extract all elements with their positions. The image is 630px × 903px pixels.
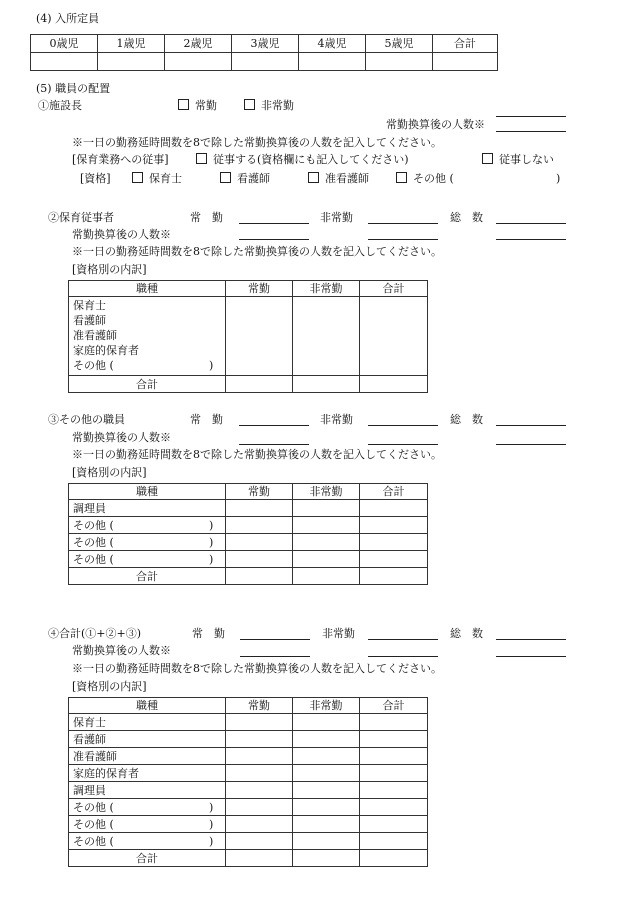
- close-paren: ): [209, 817, 214, 831]
- other-parttime-line[interactable]: [368, 425, 438, 426]
- nursery-conversion-label: 常勤換算後の人数※: [72, 228, 171, 241]
- qualification-option-other[interactable]: [396, 172, 454, 185]
- table-cell[interactable]: [226, 517, 293, 534]
- col-sum: 合計: [360, 698, 428, 714]
- capacity-header-total: 合計: [433, 35, 498, 53]
- director-duty-yes-label: 従事する(資格欄にも記入してください): [213, 153, 409, 166]
- grand-job-other-row: [69, 833, 226, 850]
- checkbox-icon[interactable]: [308, 172, 319, 183]
- grand-conversion-parttime-line[interactable]: [368, 656, 438, 657]
- checkbox-icon[interactable]: [196, 153, 207, 164]
- capacity-header-age1: 1歳児: [98, 35, 165, 53]
- other-job-other-3: [69, 551, 226, 568]
- table-cell[interactable]: [226, 799, 293, 816]
- capacity-input-age4[interactable]: [299, 53, 366, 71]
- grand-fulltime-label: 常 勤: [192, 627, 225, 640]
- table-cell[interactable]: [226, 731, 293, 748]
- table-cell[interactable]: [293, 731, 360, 748]
- qualification-other-close: ): [556, 172, 561, 185]
- capacity-input-age1[interactable]: [98, 53, 165, 71]
- table-cell[interactable]: [360, 500, 428, 517]
- grand-job-row: 准看護師: [69, 748, 226, 765]
- qualification-option-nurse[interactable]: [220, 172, 270, 185]
- other-conversion-parttime-line[interactable]: [368, 444, 438, 445]
- other-job-other-2: [69, 534, 226, 551]
- table-cell[interactable]: [293, 748, 360, 765]
- director-qualification-label: [資格]: [80, 172, 111, 185]
- checkbox-icon[interactable]: [220, 172, 231, 183]
- grand-note: ※一日の勤務延時間数を8で除した常勤換算後の人数を記入してください。: [72, 662, 442, 675]
- table-cell[interactable]: [226, 833, 293, 850]
- nursery-parttime-cell[interactable]: [293, 297, 360, 376]
- nursery-fulltime-line[interactable]: [239, 223, 309, 224]
- checkbox-icon[interactable]: [396, 172, 407, 183]
- grand-fulltime-line[interactable]: [240, 639, 310, 640]
- grand-job-row: 調理員: [69, 782, 226, 799]
- capacity-header-age4: 4歳児: [299, 35, 366, 53]
- table-cell[interactable]: [226, 748, 293, 765]
- table-cell[interactable]: [226, 551, 293, 568]
- table-cell[interactable]: [360, 799, 428, 816]
- table-cell[interactable]: [293, 714, 360, 731]
- nursery-parttime-label: 非常勤: [320, 211, 353, 224]
- table-cell[interactable]: [293, 517, 360, 534]
- director-duty-label: [保育業務への従事]: [72, 153, 169, 166]
- job-label: 看護師: [73, 314, 106, 327]
- nursery-sum-cell[interactable]: [360, 297, 428, 376]
- table-cell[interactable]: [293, 765, 360, 782]
- capacity-header-age5: 5歳児: [366, 35, 433, 53]
- close-paren: ): [209, 834, 214, 848]
- other-row-sum: 合計: [69, 568, 226, 585]
- qualification-option-label: 保育士: [149, 172, 182, 185]
- close-paren: ): [209, 518, 214, 532]
- other-total-label: 総 数: [450, 413, 483, 426]
- other-fulltime-label: 常 勤: [190, 413, 223, 426]
- other-parttime-label: 非常勤: [320, 413, 353, 426]
- job-label: その他 (: [73, 834, 114, 848]
- table-cell[interactable]: [293, 551, 360, 568]
- other-fulltime-line[interactable]: [239, 425, 309, 426]
- close-paren: ): [209, 800, 214, 814]
- other-conversion-label: 常勤換算後の人数※: [72, 431, 171, 444]
- grand-row-sum: 合計: [69, 850, 226, 867]
- nursery-sum-fulltime-cell[interactable]: [226, 376, 293, 393]
- grand-conversion-fulltime-line[interactable]: [240, 656, 310, 657]
- director-parttime-label: 非常勤: [261, 99, 294, 112]
- grand-job-row: 保育士: [69, 714, 226, 731]
- table-cell[interactable]: [360, 816, 428, 833]
- col-sum: 合計: [360, 281, 428, 297]
- col-job: 職種: [69, 698, 226, 714]
- grand-job-other-row: [69, 816, 226, 833]
- qualification-option-label: その他 (: [413, 172, 454, 185]
- col-fulltime: 常勤: [226, 484, 293, 500]
- director-fulltime-option[interactable]: [178, 99, 217, 112]
- checkbox-icon[interactable]: [244, 99, 255, 110]
- director-fulltime-label: 常勤: [195, 99, 217, 112]
- director-label: ①施設長: [38, 99, 82, 112]
- other-breakdown-label: [資格別の内訳]: [72, 466, 147, 479]
- job-label: その他 (: [73, 800, 114, 814]
- table-cell[interactable]: [293, 782, 360, 799]
- grand-parttime-label: 非常勤: [322, 627, 355, 640]
- table-cell[interactable]: [360, 833, 428, 850]
- qualification-option-nurse-teacher[interactable]: [132, 172, 182, 185]
- table-cell[interactable]: [293, 833, 360, 850]
- checkbox-icon[interactable]: [178, 99, 189, 110]
- table-cell[interactable]: [360, 765, 428, 782]
- qualification-option-assistant-nurse[interactable]: [308, 172, 369, 185]
- nursery-fulltime-cell[interactable]: [226, 297, 293, 376]
- nursery-sum-parttime-cell[interactable]: [293, 376, 360, 393]
- nursery-breakdown-label: [資格別の内訳]: [72, 263, 147, 276]
- table-cell[interactable]: [360, 517, 428, 534]
- checkbox-icon[interactable]: [482, 153, 493, 164]
- table-cell[interactable]: [360, 782, 428, 799]
- job-label: その他 (: [73, 518, 114, 532]
- table-cell[interactable]: [293, 534, 360, 551]
- nursery-fulltime-label: 常 勤: [190, 211, 223, 224]
- table-cell[interactable]: [293, 568, 360, 585]
- nursery-sum-total-cell[interactable]: [360, 376, 428, 393]
- col-job: 職種: [69, 484, 226, 500]
- other-conversion-total-line[interactable]: [496, 444, 566, 445]
- qualification-option-label: 准看護師: [325, 172, 369, 185]
- close-paren: ): [209, 552, 214, 566]
- table-cell[interactable]: [226, 500, 293, 517]
- capacity-section-title: (4) 入所定員: [36, 12, 100, 25]
- grand-conversion-total-line[interactable]: [496, 656, 566, 657]
- grand-job-row: 看護師: [69, 731, 226, 748]
- director-duty-yes-option[interactable]: [196, 153, 409, 166]
- other-total-line[interactable]: [496, 425, 566, 426]
- capacity-header-age0: 0歳児: [31, 35, 98, 53]
- staff-section-title: (5) 職員の配置: [36, 82, 111, 95]
- table-cell[interactable]: [293, 799, 360, 816]
- qualification-option-label: 看護師: [237, 172, 270, 185]
- close-paren: ): [209, 359, 214, 372]
- director-conversion-label: 常勤換算後の人数※: [386, 118, 485, 131]
- director-conversion-line[interactable]: [496, 131, 566, 132]
- other-note: ※一日の勤務延時間数を8で除した常勤換算後の人数を記入してください。: [72, 448, 442, 461]
- table-cell[interactable]: [226, 534, 293, 551]
- capacity-input-age2[interactable]: [165, 53, 232, 71]
- nursery-total-line[interactable]: [496, 223, 566, 224]
- capacity-header-age3: 3歳児: [232, 35, 299, 53]
- nursery-conversion-fulltime-line[interactable]: [239, 239, 309, 240]
- capacity-input-age3[interactable]: [232, 53, 299, 71]
- table-cell[interactable]: [360, 714, 428, 731]
- table-cell[interactable]: [293, 816, 360, 833]
- table-cell[interactable]: [360, 731, 428, 748]
- other-conversion-fulltime-line[interactable]: [239, 444, 309, 445]
- nursery-row-sum: 合計: [69, 376, 226, 393]
- col-fulltime: 常勤: [226, 698, 293, 714]
- grand-total-label: ④合計(①+②+③): [48, 627, 142, 640]
- table-cell[interactable]: [226, 568, 293, 585]
- grand-total-line[interactable]: [496, 639, 566, 640]
- director-note: ※一日の勤務延時間数を8で除した常勤換算後の人数を記入してください。: [72, 136, 442, 149]
- table-cell[interactable]: [293, 850, 360, 867]
- checkbox-icon[interactable]: [132, 172, 143, 183]
- job-label: 家庭的保育者: [73, 344, 139, 357]
- nursery-staff-label: ②保育従事者: [48, 211, 114, 224]
- table-cell[interactable]: [360, 850, 428, 867]
- job-label: その他 (: [73, 552, 114, 566]
- job-label: その他 (: [73, 535, 114, 549]
- nursery-conversion-parttime-line[interactable]: [368, 239, 438, 240]
- close-paren: ): [209, 535, 214, 549]
- table-cell[interactable]: [293, 500, 360, 517]
- nursery-job-list: [69, 297, 226, 376]
- table-cell[interactable]: [226, 850, 293, 867]
- director-conversion-line-upper[interactable]: [496, 116, 566, 117]
- job-other-row: [73, 358, 221, 373]
- nursery-total-label: 総 数: [450, 211, 483, 224]
- col-job: 職種: [69, 281, 226, 297]
- other-job-other-1: [69, 517, 226, 534]
- job-label: 准看護師: [73, 329, 117, 342]
- grand-qualification-table: [68, 697, 428, 867]
- col-fulltime: 常勤: [226, 281, 293, 297]
- nursery-parttime-line[interactable]: [368, 223, 438, 224]
- director-parttime-option[interactable]: [244, 99, 294, 112]
- grand-breakdown-label: [資格別の内訳]: [72, 680, 147, 693]
- nursery-note: ※一日の勤務延時間数を8で除した常勤換算後の人数を記入してください。: [72, 245, 442, 258]
- grand-parttime-line[interactable]: [368, 639, 438, 640]
- other-staff-label: ③その他の職員: [48, 413, 125, 426]
- table-cell[interactable]: [226, 816, 293, 833]
- grand-job-other-row: [69, 799, 226, 816]
- col-parttime: 非常勤: [293, 698, 360, 714]
- table-cell[interactable]: [226, 765, 293, 782]
- grand-total-count-label: 総 数: [450, 627, 483, 640]
- table-cell[interactable]: [226, 782, 293, 799]
- table-cell[interactable]: [360, 748, 428, 765]
- capacity-table: [30, 34, 498, 71]
- col-sum: 合計: [360, 484, 428, 500]
- col-parttime: 非常勤: [293, 484, 360, 500]
- director-duty-no-label: 従事しない: [499, 153, 554, 166]
- other-job-cook: 調理員: [69, 500, 226, 517]
- nursery-qualification-table: [68, 280, 428, 393]
- job-label: その他 (: [73, 817, 114, 831]
- table-cell[interactable]: [360, 534, 428, 551]
- capacity-input-age0[interactable]: [31, 53, 98, 71]
- capacity-input-age5[interactable]: [366, 53, 433, 71]
- col-parttime: 非常勤: [293, 281, 360, 297]
- capacity-input-total[interactable]: [433, 53, 498, 71]
- job-label: 保育士: [73, 299, 106, 312]
- job-label: その他 (: [73, 359, 114, 372]
- capacity-header-age2: 2歳児: [165, 35, 232, 53]
- table-cell[interactable]: [226, 714, 293, 731]
- grand-job-row: 家庭的保育者: [69, 765, 226, 782]
- director-duty-no-option[interactable]: [482, 153, 554, 166]
- table-cell[interactable]: [360, 551, 428, 568]
- table-cell[interactable]: [360, 568, 428, 585]
- other-qualification-table: [68, 483, 428, 585]
- grand-conversion-label: 常勤換算後の人数※: [72, 644, 171, 657]
- nursery-conversion-total-line[interactable]: [496, 239, 566, 240]
